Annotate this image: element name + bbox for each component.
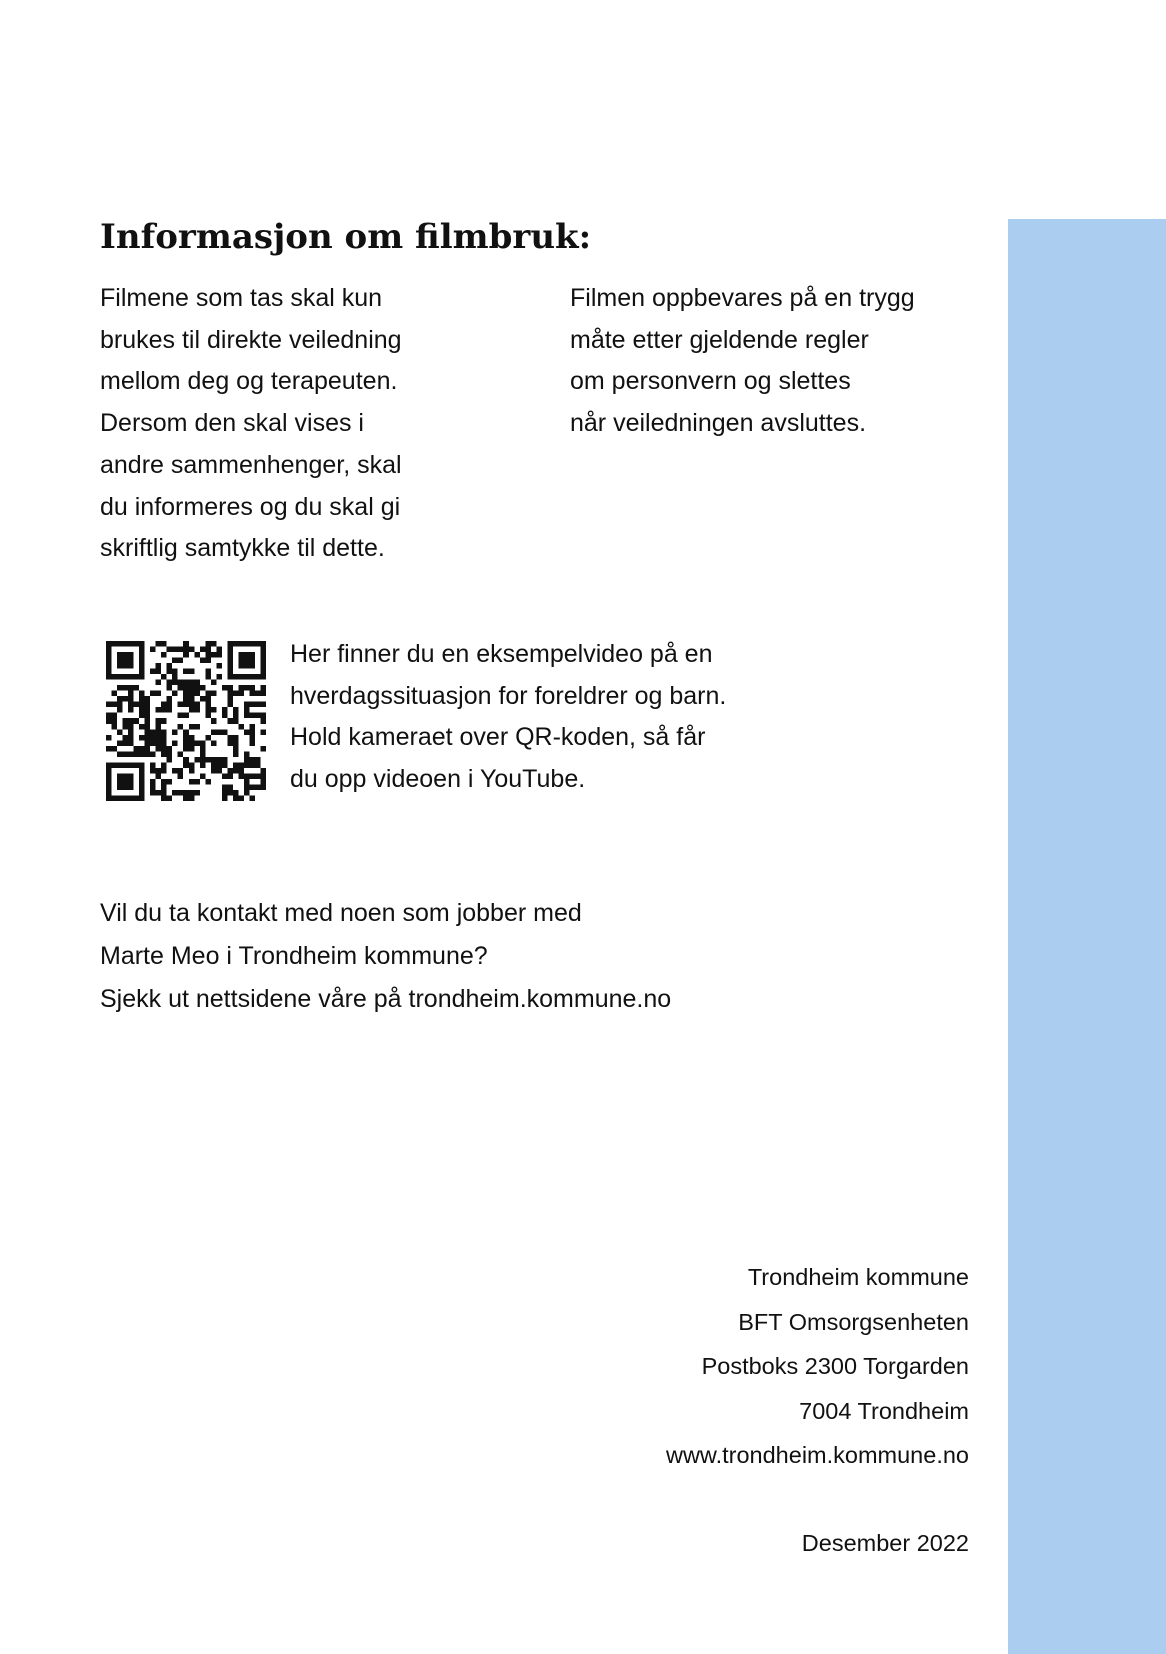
right-line: når veiledningen avsluttes. (570, 409, 867, 438)
page-heading: Informasjon om filmbruk: (100, 217, 592, 257)
qr-line: Her finner du en eksempelvideo på en (290, 640, 713, 668)
publication-date: Desember 2022 (801, 1530, 969, 1556)
qr-line: du opp videoen i YouTube. (290, 765, 586, 794)
contact-paragraph (100, 892, 671, 1021)
contact-line: Sjekk ut nettsidene våre på trondheim.kommune.no (100, 985, 672, 1013)
qr-line: hverdagssituasjon for foreldrer og barn. (290, 681, 727, 710)
qr-line: Hold kameraet over QR-koden, så får (290, 723, 706, 752)
left-line: du informeres og du skal gi (100, 492, 401, 521)
left-line: Filmene som tas skal kun (100, 284, 383, 312)
left-text-column (100, 278, 520, 570)
contact-line: Vil du ta kontakt med noen som jobber med (100, 899, 582, 927)
side-color-band (1008, 219, 1166, 1654)
left-line: mellom deg og terapeuten. (100, 367, 398, 396)
address-line: BFT Omsorgsenheten (738, 1308, 969, 1335)
left-line: skriftlig samtykke til dette. (100, 534, 385, 563)
qr-description (290, 634, 726, 801)
address-line: Postboks 2300 Torgarden (701, 1353, 969, 1379)
address-line: 7004 Trondheim (799, 1397, 969, 1424)
address-block (666, 1255, 969, 1478)
right-line: Filmen oppbevares på en trygg (570, 284, 915, 312)
website-link[interactable]: www.trondheim.kommune.no (665, 1442, 969, 1468)
qr-code-icon[interactable] (106, 641, 266, 801)
right-line: måte etter gjeldende regler (570, 325, 869, 354)
left-line: Dersom den skal vises i (100, 409, 364, 438)
right-line: om personvern og slettes (570, 367, 851, 396)
contact-line: Marte Meo i Trondheim kommune? (100, 942, 488, 970)
address-line: Trondheim kommune (747, 1264, 969, 1290)
left-line: brukes til direkte veiledning (100, 325, 402, 354)
right-text-column (570, 278, 990, 445)
left-line: andre sammenhenger, skal (100, 450, 402, 479)
